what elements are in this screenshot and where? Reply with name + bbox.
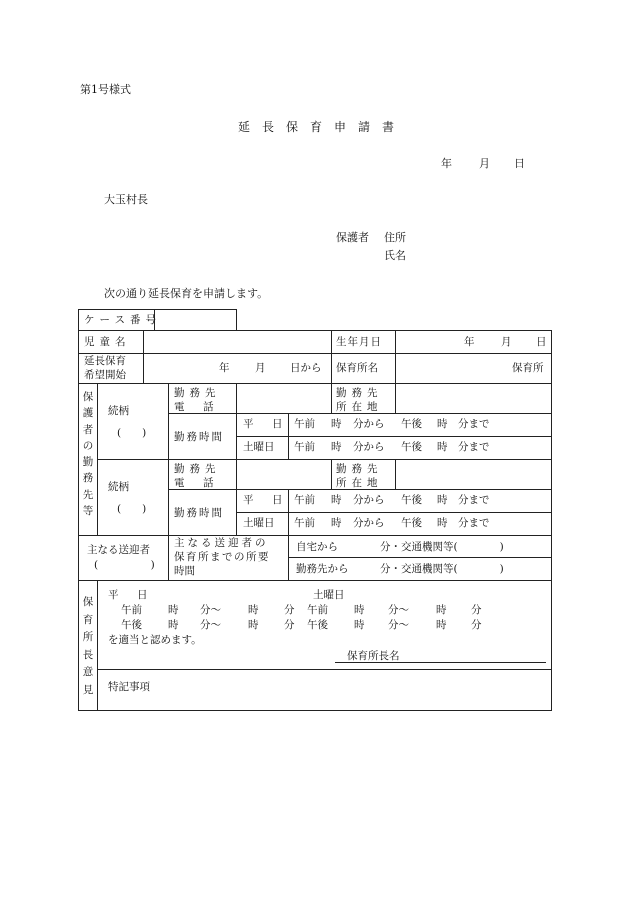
opinion-saturday-label: 土曜日 <box>313 589 345 601</box>
birth-day: 日 <box>536 336 547 348</box>
hours-hour-2: 時 <box>331 441 342 453</box>
hours-until-1: 分まで <box>458 418 490 430</box>
escort-time-label-1: 主なる送迎者の <box>174 537 269 549</box>
hours-hour-4: 時 <box>331 517 342 529</box>
from-work-transport: 分・交通機関等( ) <box>380 563 504 575</box>
op-am-2-m2: 分 <box>471 604 482 616</box>
work-hours-label-1: 勤務時間 <box>174 431 224 443</box>
extension-from: 日から <box>290 362 322 374</box>
weekday-label-1: 平 日 <box>243 418 287 430</box>
op-pm-2-m2: 分 <box>471 619 482 631</box>
op-pm-1-m: 分〜 <box>200 619 221 631</box>
hours-pm-4: 午後 <box>401 517 422 529</box>
applicant-role: 保護者 <box>336 231 369 244</box>
escort-time-label-2: 保育所までの所要 <box>174 551 270 563</box>
form-number: 第1号様式 <box>80 83 131 96</box>
hours-hour-3b: 時 <box>437 494 448 506</box>
guardian-workplace-vertical-label: 保護者の勤務先等 <box>82 391 94 518</box>
date-day-label: 日 <box>514 157 525 170</box>
op-pm-2-h2: 時 <box>436 619 447 631</box>
op-pm-2-h: 時 <box>354 619 365 631</box>
op-am-1-m2: 分 <box>284 604 295 616</box>
saturday-label-1: 土曜日 <box>243 441 275 453</box>
hours-from-4: 分から <box>353 517 385 529</box>
op-pm-2: 午後 <box>307 619 328 631</box>
op-am-2: 午前 <box>307 604 328 616</box>
workplace-location-label-2a: 勤務先 <box>336 463 383 475</box>
hours-am-4: 午前 <box>294 517 315 529</box>
op-pm-1-m2: 分 <box>284 619 295 631</box>
hours-hour-2b: 時 <box>437 441 448 453</box>
nursery-name-label: 保育所名 <box>336 362 378 374</box>
birth-month: 月 <box>501 336 512 348</box>
approval-text: を適当と認めます。 <box>108 634 202 646</box>
document-title: 延長保育申請書 <box>238 120 407 134</box>
op-am-1-m: 分〜 <box>200 604 221 616</box>
hours-from-3: 分から <box>353 494 385 506</box>
hours-from-2: 分から <box>353 441 385 453</box>
hours-hour-1: 時 <box>331 418 342 430</box>
workplace-location-label-1b: 所在地 <box>336 401 383 413</box>
extension-month: 月 <box>255 362 266 374</box>
main-escort-label: 主なる送迎者 <box>87 544 150 556</box>
op-am-1-h: 時 <box>168 604 179 616</box>
from-home-label: 自宅から <box>296 541 338 553</box>
op-am-2-h: 時 <box>354 604 365 616</box>
op-pm-2-m: 分〜 <box>388 619 409 631</box>
op-am-1-h2: 時 <box>248 604 259 616</box>
workplace-location-label-2b: 所在地 <box>336 477 383 489</box>
hours-pm-2: 午後 <box>401 441 422 453</box>
hours-am-1: 午前 <box>294 418 315 430</box>
director-signature-line <box>335 662 546 663</box>
hours-am-3: 午前 <box>294 494 315 506</box>
op-pm-1-h2: 時 <box>248 619 259 631</box>
phone-label-2: 電 話 <box>174 477 218 489</box>
birth-year: 年 <box>464 336 475 348</box>
extension-start-label-1: 延長保育 <box>84 355 126 367</box>
relation-paren-1: ( ) <box>117 427 147 439</box>
workplace-location-label-1a: 勤務先 <box>336 387 383 399</box>
case-number-label: ケース番号 <box>84 314 161 326</box>
hours-pm-3: 午後 <box>401 494 422 506</box>
op-pm-1: 午後 <box>121 619 142 631</box>
child-name-label: 児童名 <box>84 336 131 348</box>
date-year-label: 年 <box>441 157 452 170</box>
hours-hour-1b: 時 <box>437 418 448 430</box>
address-label: 住所 <box>384 231 406 244</box>
escort-time-label-3: 時間 <box>174 565 195 577</box>
op-am-1: 午前 <box>121 604 142 616</box>
hours-until-3: 分まで <box>458 494 490 506</box>
op-am-2-m: 分〜 <box>388 604 409 616</box>
main-escort-paren: ( ) <box>94 559 155 571</box>
weekday-label-2: 平 日 <box>243 494 287 506</box>
op-am-2-h2: 時 <box>436 604 447 616</box>
addressee: 大玉村長 <box>104 193 148 206</box>
intro-text: 次の通り延長保育を申請します。 <box>104 287 269 300</box>
opinion-weekday-label: 平 日 <box>108 589 152 601</box>
from-home-transport: 分・交通機関等( ) <box>380 541 504 553</box>
relation-label-2: 続柄 <box>108 481 129 493</box>
director-name-label: 保育所長名 <box>347 650 400 662</box>
workplace-label-1: 勤務先 <box>174 387 221 399</box>
hours-hour-4b: 時 <box>437 517 448 529</box>
from-work-label: 勤務先から <box>296 563 349 575</box>
relation-paren-2: ( ) <box>117 503 147 515</box>
hours-am-2: 午前 <box>294 441 315 453</box>
hours-pm-1: 午後 <box>401 418 422 430</box>
hours-until-2: 分まで <box>458 441 490 453</box>
workplace-label-2: 勤務先 <box>174 463 221 475</box>
extension-year: 年 <box>219 362 230 374</box>
hours-from-1: 分から <box>353 418 385 430</box>
relation-label-1: 続柄 <box>108 405 129 417</box>
birthdate-label: 生年月日 <box>336 336 382 348</box>
phone-label-1: 電 話 <box>174 401 218 413</box>
hours-hour-3: 時 <box>331 494 342 506</box>
extension-start-label-2: 希望開始 <box>84 369 126 381</box>
remarks-label: 特記事項 <box>108 681 150 693</box>
op-pm-1-h: 時 <box>168 619 179 631</box>
director-opinion-vertical-label: 保育所長意見 <box>82 596 94 696</box>
saturday-label-2: 土曜日 <box>243 517 275 529</box>
hours-until-4: 分まで <box>458 517 490 529</box>
date-month-label: 月 <box>479 157 490 170</box>
work-hours-label-2: 勤務時間 <box>174 507 224 519</box>
name-label: 氏名 <box>384 249 406 262</box>
nursery-suffix: 保育所 <box>512 362 544 374</box>
